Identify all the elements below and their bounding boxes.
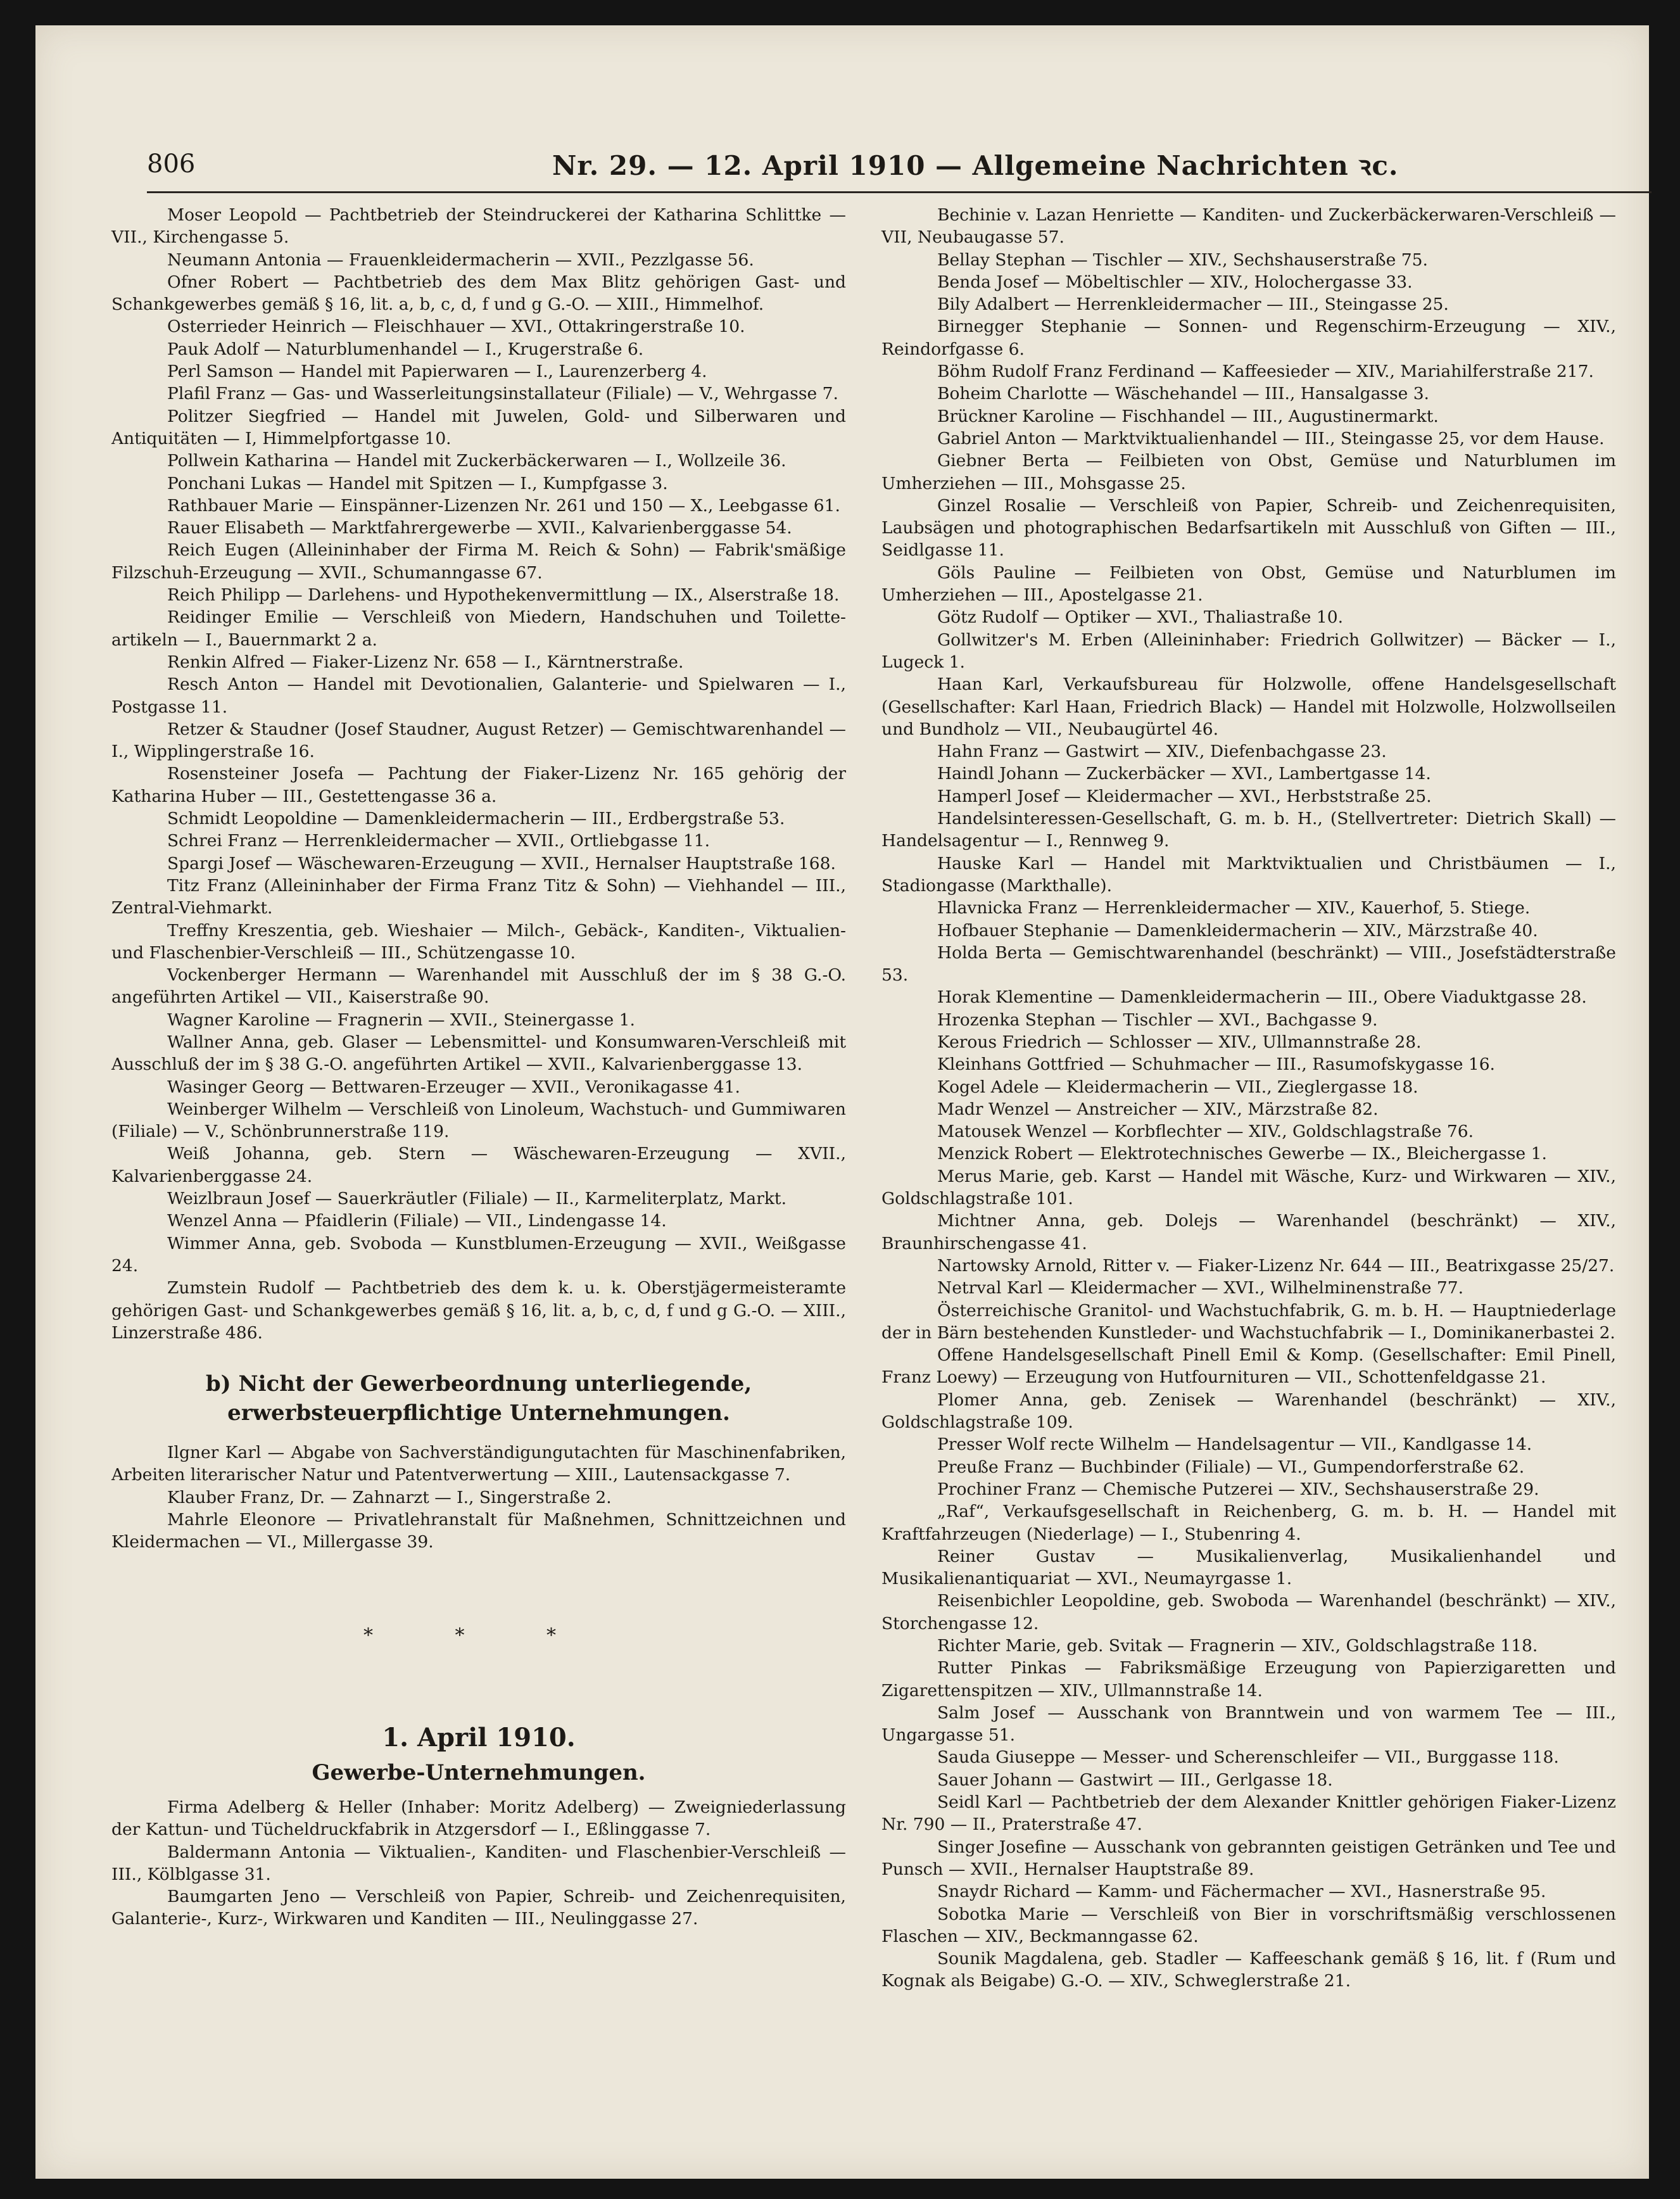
list-item: Sounik Magdalena, geb. Stadler — Kaffeeschank gemäß § 16, lit. f (Rum und Kognak als Beigabe) G.-O. — XIV., Schweglerstraße 21. xyxy=(881,1949,1616,1991)
list-item: Sauda Giuseppe — Messer- und Scherenschleifer — VII., Burggasse 118. xyxy=(937,1747,1559,1768)
list-item: Wagner Karoline — Fragnerin — XVII., Steinergasse 1. xyxy=(167,1010,635,1030)
list-item: Hrozenka Stephan — Tischler — XVI., Bachgasse 9. xyxy=(937,1010,1378,1030)
list-item: Ofner Robert — Pachtbetrieb des dem Max Blitz gehörigen Gast- und Schankgewerbes gemäß § 16, lit. a, b, c, d, f und g G.-O. — XIII., Himmelhof. xyxy=(111,272,846,315)
list-item: Kleinhans Gottfried — Schuhmacher — III., Rasumofskygasse 16. xyxy=(937,1055,1495,1075)
list-item: Reisenbichler Leopoldine, geb. Swoboda — Warenhandel (beschränkt) — XIV., Storchengasse 12. xyxy=(881,1591,1616,1633)
list-item: Reich Eugen (Alleininhaber der Firma M. Reich & Sohn) — Fabrik'smäßige Filzschuh-Erzeugung — XVII., Schumanngasse 67. xyxy=(111,540,846,583)
list-item: Resch Anton — Handel mit Devotionalien, Galanterie- und Spielwaren — I., Postgasse 11. xyxy=(111,675,846,717)
list-item: Weizlbraun Josef — Sauerkräutler (Filiale) — II., Karmeliterplatz, Markt. xyxy=(167,1189,786,1209)
page-header xyxy=(147,144,1652,193)
list-item: Holda Berta — Gemischtwarenhandel (beschränkt) — VIII., Josefstädterstraße 53. xyxy=(881,942,1616,985)
list-item: Boheim Charlotte — Wäschehandel — III., Hansalgasse 3. xyxy=(937,384,1429,404)
list-item: Offene Handelsgesellschaft Pinell Emil & Komp. (Gesellschafter: Emil Pinell, Franz Loewy) — Erzeugung von Hutfournituren — VII., Schottenfeldgasse 21. xyxy=(881,1345,1616,1388)
list-item: Salm Josef — Ausschank von Branntwein und von warmem Tee — III., Ungargasse 51. xyxy=(881,1702,1616,1746)
list-item: Ilgner Karl — Abgabe von Sachverständigungutachten für Maschinenfabriken, Arbeiten literarischer Natur und Patentverwertung — XIII., Lautensackgasse 7. xyxy=(111,1443,846,1485)
list-item: Gollwitzer's M. Erben (Alleininhaber: Friedrich Gollwitzer) — Bäcker — I., Lugeck 1. xyxy=(881,630,1616,672)
list-item: Giebner Berta — Feilbieten von Obst, Gemüse und Naturblumen im Umherziehen — III., Mohsgasse 25. xyxy=(881,451,1616,493)
page-title: Nr. 29. — 12. April 1910 — Allgemeine Nachrichten ꝛc. xyxy=(552,150,1399,181)
list-item: Kogel Adele — Kleidermacherin — VII., Zieglergasse 18. xyxy=(937,1077,1418,1097)
list-item: Pauk Adolf — Naturblumenhandel — I., Krugerstraße 6. xyxy=(167,339,644,359)
list-item: Perl Samson — Handel mit Papierwaren — I., Laurenzerberg 4. xyxy=(167,362,707,382)
list-item: Mahrle Eleonore — Privatlehranstalt für Maßnehmen, Schnittzeichnen und Kleidermachen — VI., Millergasse 39. xyxy=(111,1510,846,1552)
section-b-heading: b) Nicht der Gewerbeordnung unterliegende, erwerbsteuerpflichtige Unternehmungen. xyxy=(205,1371,752,1426)
list-item: Singer Josefine — Ausschank von gebrannten geistigen Getränken und Tee und Punsch — XVII., Hernalser Hauptstraße 89. xyxy=(881,1837,1616,1879)
entry-list-a xyxy=(111,204,846,1344)
list-item: Rutter Pinkas — Fabriksmäßige Erzeugung von Papierzigaretten und Zigarettenspitzen — XIV., Ullmannstraße 14. xyxy=(881,1658,1616,1701)
list-item: Prochiner Franz — Chemische Putzerei — XIV., Sechshauserstraße 29. xyxy=(937,1479,1539,1499)
list-item: Hauske Karl — Handel mit Marktviktualien und Christbäumen — I., Stadiongasse (Markthalle). xyxy=(881,853,1616,896)
list-item: Klauber Franz, Dr. — Zahnarzt — I., Singerstraße 2. xyxy=(167,1487,612,1507)
list-item: Matousek Wenzel — Korbflechter — XIV., Goldschlagstraße 76. xyxy=(937,1122,1474,1142)
list-item: Rathbauer Marie — Einspänner-Lizenzen Nr. 261 und 150 — X., Leebgasse 61. xyxy=(167,495,840,516)
list-item: Schmidt Leopoldine — Damenkleidermacherin — III., Erdbergstraße 53. xyxy=(167,809,785,829)
subsection-heading: Gewerbe-Unternehmungen. xyxy=(312,1759,646,1785)
date-heading: 1. April 1910. xyxy=(382,1722,576,1752)
list-item: Hahn Franz — Gastwirt — XIV., Diefenbachgasse 23. xyxy=(937,742,1387,762)
list-item: Weiß Johanna, geb. Stern — Wäschewaren-Erzeugung — XVII., Kalvarienberggasse 24. xyxy=(111,1144,846,1186)
list-item: Hofbauer Stephanie — Damenkleidermacherin — XIV., Märzstraße 40. xyxy=(937,920,1538,941)
list-item: Presser Wolf recte Wilhelm — Handelsagentur — VII., Kandlgasse 14. xyxy=(937,1435,1532,1455)
list-item: Pollwein Katharina — Handel mit Zuckerbäckerwaren — I., Wollzeile 36. xyxy=(167,451,786,471)
list-item: Rosensteiner Josefa — Pachtung der Fiaker-Lizenz Nr. 165 gehörig der Katharina Huber — III., Gestettengasse 36 a. xyxy=(111,764,846,806)
list-item: Spargi Josef — Wäschewaren-Erzeugung — XVII., Hernalser Hauptstraße 168. xyxy=(167,853,836,873)
entry-list-b xyxy=(111,1442,846,1553)
list-item: Richter Marie, geb. Svitak — Fragnerin — XIV., Goldschlagstraße 118. xyxy=(937,1636,1538,1656)
list-item: Ginzel Rosalie — Verschleiß von Papier, Schreib- und Zeichenrequisiten, Laubsägen und photographischen Bedarfsartikeln mit Ausschluß von Giften — III., Seidlgasse 11. xyxy=(881,495,1616,561)
list-item: Bily Adalbert — Herrenkleidermacher — III., Steingasse 25. xyxy=(937,295,1449,315)
list-item: Michtner Anna, geb. Dolejs — Warenhandel (beschränkt) — XIV., Braunhirschengasse 41. xyxy=(881,1211,1616,1253)
entry-list-right xyxy=(881,204,1616,1993)
list-item: Bellay Stephan — Tischler — XIV., Sechshauserstraße 75. xyxy=(937,250,1428,270)
list-item: Snaydr Richard — Kamm- und Fächermacher — XVI., Hasnerstraße 95. xyxy=(937,1882,1546,1902)
list-item: Baldermann Antonia — Viktualien-, Kanditen- und Flaschenbier-Verschleiß — III., Kölblgasse 31. xyxy=(111,1842,846,1884)
list-item: Firma Adelberg & Heller (Inhaber: Moritz Adelberg) — Zweigniederlassung der Kattun- und Tücheldruckfabrik in Atzgersdorf — I., Eßlinggasse 7. xyxy=(111,1797,846,1840)
list-item: Reich Philipp — Darlehens- und Hypothekenvermittlung — IX., Alserstraße 18. xyxy=(167,585,840,605)
list-item: Österreichische Granitol- und Wachstuchfabrik, G. m. b. H. — Hauptniederlage der in Bärn bestehenden Kunstleder- und Wachstuchfabrik — I., Dominikanerbastei 2. xyxy=(881,1300,1616,1343)
list-item: Madr Wenzel — Anstreicher — XIV., Märzstraße 82. xyxy=(937,1099,1379,1119)
list-item: Zumstein Rudolf — Pachtbetrieb des dem k. u. k. Oberstjägermeisteramte gehörigen Gast- und Schankgewerbes gemäß § 16, lit. a, b, c, d, f und g G.-O. — XIII., Linzerstraße 486. xyxy=(111,1278,846,1343)
list-item: Seidl Karl — Pachtbetrieb der dem Alexander Knittler gehörigen Fiaker-Lizenz Nr. 790 — II., Praterstraße 47. xyxy=(881,1792,1616,1835)
list-item: Renkin Alfred — Fiaker-Lizenz Nr. 658 — I., Kärntnerstraße. xyxy=(167,652,684,672)
list-item: Böhm Rudolf Franz Ferdinand — Kaffeesieder — XIV., Mariahilferstraße 217. xyxy=(937,362,1594,382)
list-item: Hamperl Josef — Kleidermacher — XVI., Herbststraße 25. xyxy=(937,786,1432,806)
list-item: Bechinie v. Lazan Henriette — Kanditen- und Zuckerbäckerwaren-Verschleiß — VII, Neubaugasse 57. xyxy=(881,205,1616,248)
list-item: Moser Leopold — Pachtbetrieb der Steindruckerei der Katharina Schlittke — VII., Kirchengasse 5. xyxy=(111,205,846,248)
list-item: Wenzel Anna — Pfaidlerin (Filiale) — VII., Lindengasse 14. xyxy=(167,1211,667,1231)
list-item: Titz Franz (Alleininhaber der Firma Franz Titz & Sohn) — Viehhandel — III., Zentral-Viehmarkt. xyxy=(111,875,846,918)
list-item: Merus Marie, geb. Karst — Handel mit Wäsche, Kurz- und Wirkwaren — XIV., Goldschlagstraße 101. xyxy=(881,1166,1616,1209)
list-item: Ponchani Lukas — Handel mit Spitzen — I., Kumpfgasse 3. xyxy=(167,473,668,493)
list-item: Plafil Franz — Gas- und Wasserleitungsinstallateur (Filiale) — V., Wehrgasse 7. xyxy=(167,384,838,404)
left-column xyxy=(111,204,846,1930)
list-item: Schrei Franz — Herrenkleidermacher — XVII., Ortliebgasse 11. xyxy=(167,831,711,851)
list-item: Netrval Karl — Kleidermacher — XVI., Wilhelminenstraße 77. xyxy=(937,1278,1463,1298)
list-item: Retzer & Staudner (Josef Staudner, August Retzer) — Gemischtwarenhandel — I., Wipplingerstraße 16. xyxy=(111,719,846,762)
list-item: Nartowsky Arnold, Ritter v. — Fiaker-Lizenz Nr. 644 — III., Beatrixgasse 25/27. xyxy=(937,1255,1615,1276)
list-item: Plomer Anna, geb. Zenisek — Warenhandel (beschränkt) — XIV., Goldschlagstraße 109. xyxy=(881,1390,1616,1433)
list-item: Weinberger Wilhelm — Verschleiß von Linoleum, Wachstuch- und Gummiwaren (Filiale) — V., Schönbrunnerstraße 119. xyxy=(111,1099,846,1142)
list-item: Preuße Franz — Buchbinder (Filiale) — VI., Gumpendorferstraße 62. xyxy=(937,1457,1525,1477)
entry-list-date xyxy=(111,1796,846,1930)
list-item: Wimmer Anna, geb. Svoboda — Kunstblumen-Erzeugung — XVII., Weißgasse 24. xyxy=(111,1233,846,1276)
list-item: Horak Klementine — Damenkleidermacherin — III., Obere Viaduktgasse 28. xyxy=(937,987,1587,1008)
list-item: Neumann Antonia — Frauenkleidermacherin — XVII., Pezzlgasse 56. xyxy=(167,250,754,270)
list-item: Handelsinteressen-Gesellschaft, G. m. b. H., (Stellvertreter: Dietrich Skall) — Handelsagentur — I., Rennweg 9. xyxy=(881,809,1616,851)
right-column xyxy=(881,204,1616,1993)
list-item: „Raf“, Verkaufsgesellschaft in Reichenberg, G. m. b. H. — Handel mit Kraftfahrzeugen (Niederlage) — I., Stubenring 4. xyxy=(881,1502,1616,1544)
list-item: Sobotka Marie — Verschleiß von Bier in vorschriftsmäßig verschlossenen Flaschen — XIV., Beckmanngasse 62. xyxy=(881,1904,1616,1946)
list-item: Osterrieder Heinrich — Fleischhauer — XVI., Ottakringerstraße 10. xyxy=(167,317,745,337)
list-item: Benda Josef — Möbeltischler — XIV., Holochergasse 33. xyxy=(937,272,1413,292)
list-item: Haan Karl, Verkaufsbureau für Holzwolle, offene Handelsgesellschaft (Gesellschafter: Karl Haan, Friedrich Black) — Handel mit Holzwolle, Holzwollseilen und Bundholz — VII., Neubaugürtel 46. xyxy=(881,675,1616,739)
list-item: Reidinger Emilie — Verschleiß von Miedern, Handschuhen und Toilette-artikeln — I., Bauernmarkt 2 a. xyxy=(111,607,846,650)
page-number: 806 xyxy=(147,149,196,179)
list-item: Götz Rudolf — Optiker — XVI., Thaliastraße 10. xyxy=(937,607,1343,628)
separator-stars: * * * xyxy=(363,1624,595,1647)
list-item: Vockenberger Hermann — Warenhandel mit Ausschluß der im § 38 G.-O. angeführten Artikel — VII., Kaiserstraße 90. xyxy=(111,965,846,1008)
list-item: Menzick Robert — Elektrotechnisches Gewerbe — IX., Bleichergasse 1. xyxy=(937,1144,1547,1164)
list-item: Gabriel Anton — Marktviktualienhandel — III., Steingasse 25, vor dem Hause. xyxy=(937,428,1605,448)
list-item: Baumgarten Jeno — Verschleiß von Papier, Schreib- und Zeichenrequisiten, Galanterie-, Kurz-, Wirkwaren und Kanditen — III., Neulinggasse 27. xyxy=(111,1887,846,1929)
list-item: Treffny Kreszentia, geb. Wieshaier — Milch-, Gebäck-, Kanditen-, Viktualien- und Flaschenbier-Verschleiß — III., Schützengasse 10. xyxy=(111,920,846,963)
list-item: Kerous Friedrich — Schlosser — XIV., Ullmannstraße 28. xyxy=(937,1032,1422,1052)
list-item: Reiner Gustav — Musikalienverlag, Musikalienhandel und Musikalienantiquariat — XVI., Neumayrgasse 1. xyxy=(881,1546,1616,1589)
list-item: Rauer Elisabeth — Marktfahrergewerbe — XVII., Kalvarienberggasse 54. xyxy=(167,518,792,538)
list-item: Politzer Siegfried — Handel mit Juwelen, Gold- und Silberwaren und Antiquitäten — I, Himmelpfortgasse 10. xyxy=(111,406,846,448)
list-item: Haindl Johann — Zuckerbäcker — XVI., Lambertgasse 14. xyxy=(937,764,1431,784)
list-item: Brückner Karoline — Fischhandel — III., Augustinermarkt. xyxy=(937,406,1439,426)
list-item: Sauer Johann — Gastwirt — III., Gerlgasse 18. xyxy=(937,1770,1333,1790)
list-item: Wallner Anna, geb. Glaser — Lebensmittel- und Konsumwaren-Verschleiß mit Ausschluß der im § 38 G.-O. angeführten Artikel — XVII., Kalvarienberggasse 13. xyxy=(111,1032,846,1075)
list-item: Wasinger Georg — Bettwaren-Erzeuger — XVII., Veronikagasse 41. xyxy=(167,1077,740,1097)
list-item: Göls Pauline — Feilbieten von Obst, Gemüse und Naturblumen im Umherziehen — III., Apostelgasse 21. xyxy=(881,562,1616,605)
list-item: Hlavnicka Franz — Herrenkleidermacher — XIV., Kauerhof, 5. Stiege. xyxy=(937,898,1531,918)
list-item: Birnegger Stephanie — Sonnen- und Regenschirm-Erzeugung — XIV., Reindorfgasse 6. xyxy=(881,317,1616,359)
